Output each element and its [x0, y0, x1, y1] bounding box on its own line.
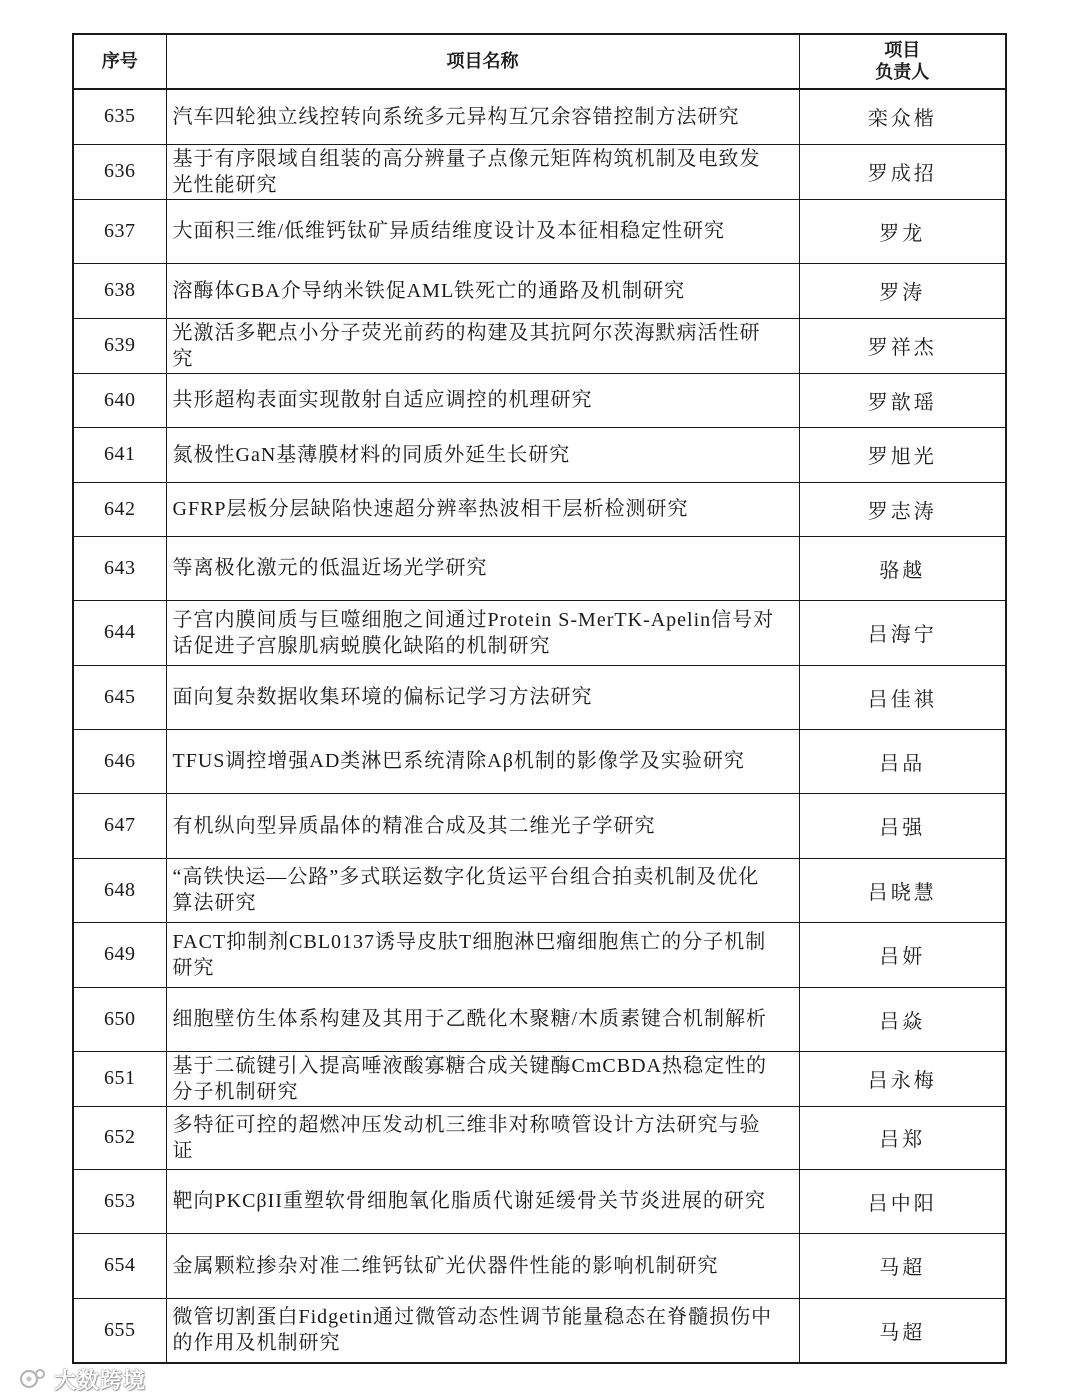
table-row [73, 89, 1006, 144]
table-body [73, 89, 1006, 1363]
header-project-leader [799, 34, 1006, 89]
project-name-line: 多特征可控的超燃冲压发动机三维非对称喷管设计方法研究与验 [172, 1113, 761, 1136]
row-number: 637 [73, 199, 166, 263]
watermark-logo-icon [18, 1366, 48, 1392]
table-row [73, 922, 1006, 987]
project-name-line: 算法研究 [172, 892, 257, 914]
table-row [73, 987, 1006, 1051]
project-name-line: 证 [172, 1139, 194, 1162]
table-header [73, 34, 1006, 89]
project-leader: 吕海宁 [799, 600, 1006, 665]
project-leader: 吕强 [799, 793, 1006, 858]
project-name [166, 729, 799, 793]
project-name [166, 373, 799, 427]
project-leader: 栾众楷 [799, 89, 1006, 144]
project-table-container [72, 33, 1005, 1364]
project-leader: 吕永梅 [799, 1051, 1006, 1106]
table-row [73, 858, 1006, 922]
row-number: 636 [73, 144, 166, 199]
project-name [166, 1233, 799, 1298]
project-leader: 马超 [799, 1298, 1006, 1363]
row-number: 649 [73, 922, 166, 987]
project-name [166, 1106, 799, 1169]
project-name-line: 共形超构表面实现散射自适应调控的机理研究 [172, 389, 593, 411]
project-name [166, 1051, 799, 1106]
project-leader: 罗志涛 [799, 482, 1006, 536]
project-name-line: 基于二硫键引入提高唾液酸寡糖合成关键酶CmCBDA热稳定性的 [172, 1054, 767, 1077]
row-number: 646 [73, 729, 166, 793]
table-row [73, 1169, 1006, 1233]
row-number: 653 [73, 1169, 166, 1233]
table-row [73, 482, 1006, 536]
project-name [166, 263, 799, 318]
row-number: 639 [73, 318, 166, 373]
project-leader: 罗龙 [799, 199, 1006, 263]
project-name [166, 600, 799, 665]
table-row [73, 1298, 1006, 1363]
project-name-line: 微管切割蛋白Fidgetin通过微管动态性调节能量稳态在脊髓损伤中 [172, 1306, 773, 1329]
table-row [73, 427, 1006, 482]
project-name-line: 氮极性GaN基薄膜材料的同质外延生长研究 [172, 443, 571, 466]
table-row [73, 665, 1006, 729]
row-number: 648 [73, 858, 166, 922]
watermark-text: 大数跨境 [54, 1368, 147, 1394]
project-name-line: 光激活多靶点小分子荧光前药的构建及其抗阿尔茨海默病活性研 [172, 321, 761, 344]
table-row [73, 793, 1006, 858]
project-name [166, 482, 799, 536]
project-leader: 吕晓慧 [799, 858, 1006, 922]
watermark [18, 1364, 146, 1394]
table-row [73, 1051, 1006, 1106]
table-row [73, 373, 1006, 427]
project-leader: 骆越 [799, 536, 1006, 600]
project-name-line: 大面积三维/低维钙钛矿异质结维度设计及本征相稳定性研究 [172, 220, 726, 242]
project-name-line: 分子机制研究 [172, 1080, 299, 1103]
project-name-line: FACT抑制剂CBL0137诱导皮肤T细胞淋巴瘤细胞焦亡的分子机制 [172, 930, 767, 953]
project-name [166, 1169, 799, 1233]
project-name [166, 199, 799, 263]
project-name-line: “高铁快运—公路”多式联运数字化货运平台组合拍卖机制及优化 [172, 866, 760, 888]
table-row [73, 600, 1006, 665]
project-name [166, 858, 799, 922]
project-name [166, 1298, 799, 1363]
header-serial-number: 序号 [73, 34, 166, 89]
project-leader: 吕焱 [799, 987, 1006, 1051]
project-name-line: 究 [172, 347, 194, 370]
project-name-line: 汽车四轮独立线控转向系统多元异构互冗余容错控制方法研究 [172, 105, 740, 128]
row-number: 654 [73, 1233, 166, 1298]
project-name-line: 金属颗粒掺杂对准二维钙钛矿光伏器件性能的影响机制研究 [172, 1254, 719, 1277]
project-name-line: 靶向PKCβII重塑软骨细胞氧化脂质代谢延缓骨关节炎进展的研究 [172, 1190, 766, 1212]
table-row [73, 263, 1006, 318]
table-row [73, 1233, 1006, 1298]
project-leader: 吕中阳 [799, 1169, 1006, 1233]
row-number: 640 [73, 373, 166, 427]
project-leader: 吕佳祺 [799, 665, 1006, 729]
row-number: 652 [73, 1106, 166, 1169]
project-leader: 吕郑 [799, 1106, 1006, 1169]
project-name [166, 89, 799, 144]
project-name-line: 话促进子宫腺肌病蜕膜化缺陷的机制研究 [172, 634, 551, 657]
project-leader: 罗歆瑶 [799, 373, 1006, 427]
row-number: 644 [73, 600, 166, 665]
row-number: 651 [73, 1051, 166, 1106]
project-leader: 罗涛 [799, 263, 1006, 318]
project-name [166, 665, 799, 729]
project-name-line: 的作用及机制研究 [172, 1332, 341, 1355]
row-number: 641 [73, 427, 166, 482]
table-row [73, 1106, 1006, 1169]
row-number: 635 [73, 89, 166, 144]
row-number: 642 [73, 482, 166, 536]
project-name [166, 922, 799, 987]
header-project-name: 项目名称 [166, 34, 799, 89]
project-name-line: 基于有序限域自组装的高分辨量子点像元矩阵构筑机制及电致发 [172, 147, 761, 170]
project-name-line: 研究 [172, 956, 215, 979]
project-name-line: GFRP层板分层缺陷快速超分辨率热波相干层析检测研究 [172, 498, 689, 520]
project-name [166, 144, 799, 199]
project-table [72, 33, 1007, 1364]
row-number: 638 [73, 263, 166, 318]
project-name-line: 细胞壁仿生体系构建及其用于乙酰化木聚糖/木质素键合机制解析 [172, 1008, 768, 1030]
project-name-line: 有机纵向型异质晶体的精准合成及其二维光子学研究 [172, 814, 656, 837]
table-row [73, 318, 1006, 373]
project-name [166, 318, 799, 373]
project-name [166, 536, 799, 600]
project-name-line: 面向复杂数据收集环境的偏标记学习方法研究 [172, 686, 593, 708]
project-leader: 吕品 [799, 729, 1006, 793]
project-name-line: 溶酶体GBA介导纳米铁促AML铁死亡的通路及机制研究 [172, 279, 686, 302]
project-name [166, 427, 799, 482]
header-row [73, 34, 1006, 89]
project-leader: 罗成招 [799, 144, 1006, 199]
table-row [73, 536, 1006, 600]
project-leader: 罗旭光 [799, 427, 1006, 482]
table-row [73, 144, 1006, 199]
project-name-line: 等离极化激元的低温近场光学研究 [172, 557, 488, 579]
project-leader: 罗祥杰 [799, 318, 1006, 373]
row-number: 650 [73, 987, 166, 1051]
row-number: 643 [73, 536, 166, 600]
header-leader-line1: 项目 [884, 39, 921, 61]
row-number: 655 [73, 1298, 166, 1363]
project-name-line: 光性能研究 [172, 173, 278, 196]
header-leader-line2: 负责人 [875, 61, 930, 83]
project-leader: 马超 [799, 1233, 1006, 1298]
table-row [73, 199, 1006, 263]
project-name-line: 子宫内膜间质与巨噬细胞之间通过Protein S-MerTK-Apelin信号对 [172, 608, 775, 631]
row-number: 647 [73, 793, 166, 858]
row-number: 645 [73, 665, 166, 729]
project-name-line: TFUS调控增强AD类淋巴系统清除Aβ机制的影像学及实验研究 [172, 750, 745, 772]
project-name [166, 793, 799, 858]
project-leader: 吕妍 [799, 922, 1006, 987]
project-name [166, 987, 799, 1051]
table-row [73, 729, 1006, 793]
